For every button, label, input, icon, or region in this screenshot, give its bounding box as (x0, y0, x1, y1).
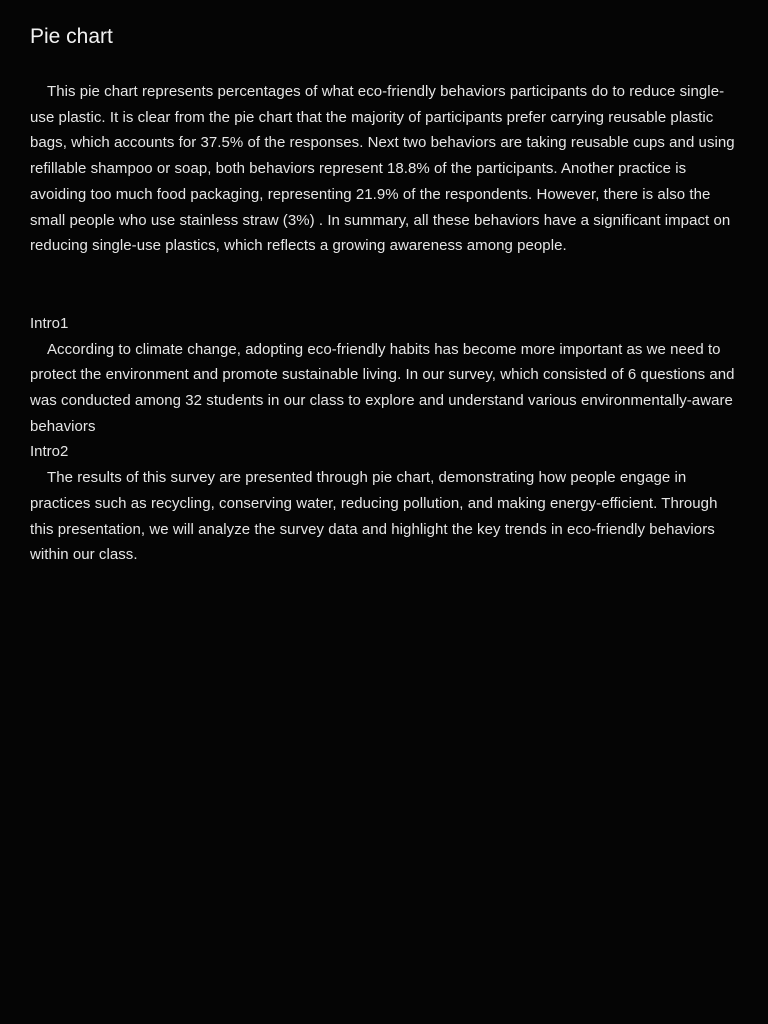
summary-paragraph[interactable]: This pie chart represents percentages of what eco-friendly behaviors participants do to reduce single-use plastic. It is clear from the pie chart that the majority of participants prefer carrying reusable plastic bags, which accounts for 37.5% of the responses. Next two behaviors are taking reusable cups and using refillable shampoo or soap, both behaviors represent 18.8% of the participants. Another practice is avoiding too much food packaging, representing 21.9% of the respondents. However, there is also the small people who use stainless straw (3%) . In summary, all these behaviors have a significant impact on reducing single-use plastics, which reflects a growing awareness among people. (30, 83, 735, 255)
intro1-paragraph[interactable]: According to climate change, adopting eco-friendly habits has become more important as we need to protect the environment and promote sustainable living. In our survey, which consisted of 6 questions and was conducted among 32 students in our class to explore and understand various environmentally-aware behaviors (30, 340, 735, 435)
intro2-paragraph[interactable]: The results of this survey are presented through pie chart, demonstrating how people engage in practices such as recycling, conserving water, reducing pollution, and making energy-efficient. Through this presentation, we will analyze the survey data and highlight the key trends in eco-friendly behaviors within our class. (30, 469, 718, 564)
note-body[interactable] (30, 0, 740, 568)
intro1-heading[interactable]: Intro1 (30, 314, 69, 332)
note-title[interactable]: Pie chart (30, 25, 113, 48)
intro2-heading[interactable]: Intro2 (30, 443, 69, 461)
